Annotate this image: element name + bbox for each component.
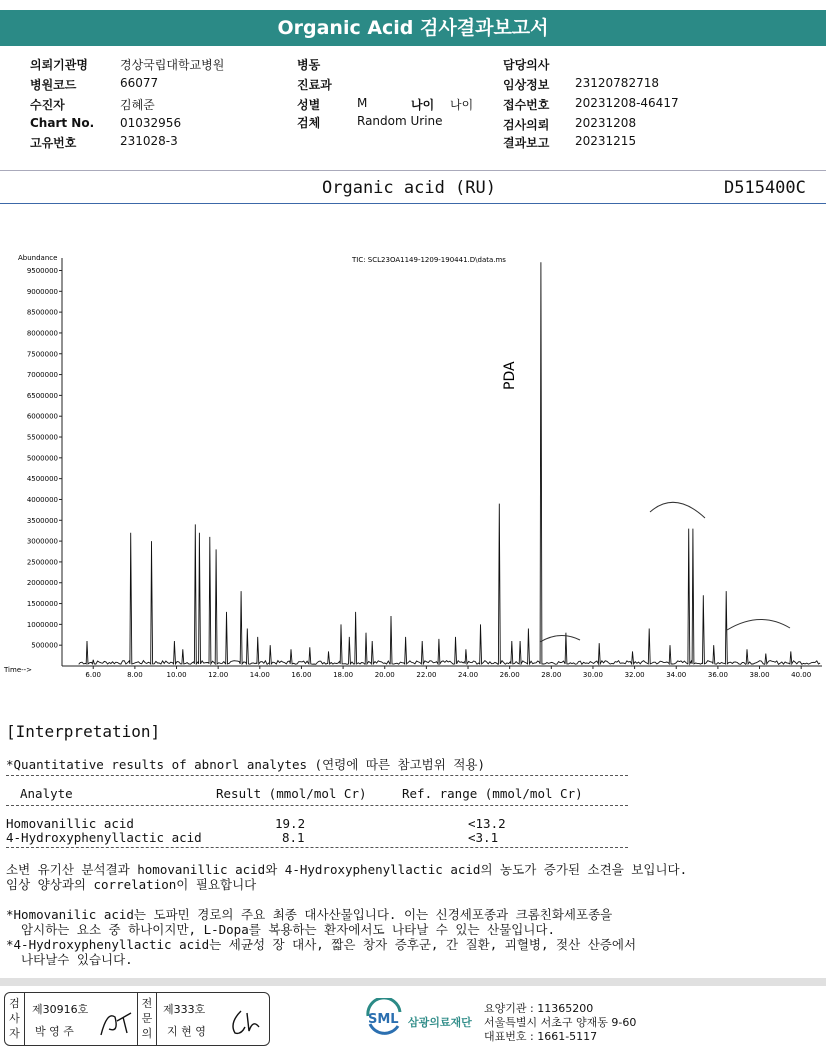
inspector-signature (97, 1007, 137, 1039)
y-tick-label: 3000000 (26, 537, 58, 546)
chromatogram-trace (79, 262, 820, 664)
col-analyte: Analyte (20, 786, 73, 801)
summary-line: 임상 양상과의 correlation이 필요합니다 (6, 877, 257, 892)
note-line: 나타날수 있습니다. (6, 952, 133, 967)
org-phone: 대표번호 : 1661-5117 (484, 1030, 598, 1043)
label-test-request: 검사의뢰 (503, 118, 550, 132)
org-name: 삼광의료재단 (408, 1016, 472, 1029)
x-tick-label: 34.00 (666, 671, 687, 679)
row-ref: <3.1 (468, 830, 499, 845)
label-specimen: 검체 (297, 116, 321, 130)
label-ward: 병동 (297, 58, 321, 72)
y-tick-label: 4000000 (26, 495, 58, 504)
inspector-label: 검사자 (5, 993, 25, 1045)
test-code: D515400C (724, 178, 806, 198)
label-clinical-info: 임상정보 (503, 78, 550, 92)
label-department: 진료과 (297, 78, 332, 92)
x-tick-label: 8.00 (127, 671, 143, 679)
quant-header: *Quantitative results of abnorl analytes (연령에 따른 참고범위 적용) (6, 757, 486, 772)
x-tick-label: 40.00 (791, 671, 812, 679)
x-tick-label: 22.00 (416, 671, 437, 679)
label-doctor: 담당의사 (503, 58, 550, 72)
x-tick-label: 26.00 (499, 671, 520, 679)
summary-line: 소변 유기산 분석결과 homovanillic acid와 4-Hydroxyphenyllactic acid의 농도가 증가된 소견을 보입니다. (6, 862, 688, 877)
label-unique-no: 고유번호 (30, 136, 77, 150)
chart-xlabel: Time--> (4, 666, 33, 674)
value-chart-no: 01032956 (120, 116, 182, 130)
label-hospital-code: 병원코드 (30, 78, 77, 92)
patient-info (0, 52, 826, 164)
inspector-name: 박 영 주 (35, 1025, 74, 1038)
table-rule (6, 805, 628, 806)
y-tick-label: 5000000 (26, 454, 58, 463)
label-result-report: 결과보고 (503, 136, 550, 150)
signature-box (4, 992, 270, 1046)
label-receipt-no: 접수번호 (503, 98, 550, 112)
inspector-license: 제30916호 (32, 1003, 89, 1016)
value-clinical-info: 23120782718 (575, 76, 659, 90)
divider-test (0, 203, 826, 204)
y-tick-label: 7500000 (26, 350, 58, 359)
value-age: 나이 (450, 98, 474, 112)
x-tick-label: 28.00 (541, 671, 562, 679)
org-address: 서울특별시 서초구 양재동 9-60 (484, 1016, 637, 1029)
y-tick-label: 6500000 (26, 391, 58, 400)
x-tick-label: 14.00 (249, 671, 270, 679)
x-tick-label: 32.00 (624, 671, 645, 679)
divider-top (0, 170, 826, 171)
note-line: *Homovanilic acid는 도파민 경로의 주요 최종 대사산물입니다. 이는 신경세포종과 크롬친화세포종을 (6, 907, 613, 922)
label-patient-name: 수진자 (30, 98, 65, 112)
handwritten-brace (650, 502, 705, 518)
y-tick-label: 2000000 (26, 579, 58, 588)
x-tick-label: 6.00 (85, 671, 102, 679)
label-chart-no: Chart No. (30, 116, 95, 130)
label-age: 나이 (411, 98, 435, 112)
note-line: *4-Hydroxyphenyllactic acid는 세균성 장 대사, 짧은 창자 증후군, 간 질환, 괴혈병, 젖산 산증에서 (6, 937, 637, 952)
y-tick-label: 7000000 (26, 371, 58, 380)
org-code: 요양기관 : 11365200 (484, 1002, 594, 1015)
table-rule (6, 847, 628, 848)
value-patient-name: 김혜준 (120, 98, 155, 112)
row-analyte: 4-Hydroxyphenyllactic acid (6, 830, 202, 845)
value-hospital-code: 66077 (120, 76, 159, 90)
y-tick-label: 6000000 (26, 412, 58, 421)
row-ref: <13.2 (468, 816, 506, 831)
test-name: Organic acid (RU) (322, 178, 496, 198)
x-tick-label: 38.00 (749, 671, 770, 679)
y-tick-label: 4500000 (26, 475, 58, 484)
y-tick-label: 5500000 (26, 433, 58, 442)
chart-ylabel: Abundance (18, 254, 58, 262)
col-result: Result (mmol/mol Cr) (216, 786, 367, 801)
org-logo: SML (368, 1012, 399, 1027)
row-analyte: Homovanillic acid (6, 816, 134, 831)
x-tick-label: 30.00 (582, 671, 603, 679)
table-rule (6, 775, 628, 776)
specialist-name: 지 현 영 (167, 1025, 206, 1038)
y-tick-label: 1000000 (26, 620, 58, 629)
col-ref: Ref. range (mmol/mol Cr) (402, 786, 583, 801)
row-result: 8.1 (282, 830, 305, 845)
value-specimen: Random Urine (357, 114, 443, 128)
y-tick-label: 3500000 (26, 516, 58, 525)
x-tick-label: 12.00 (208, 671, 229, 679)
value-receipt-no: 20231208-46417 (575, 96, 679, 110)
y-tick-label: 500000 (31, 641, 58, 650)
x-tick-label: 24.00 (458, 671, 479, 679)
report-title: Organic Acid 검사결과보고서 (0, 10, 826, 46)
chart-title: TIC: SCL23OA1149-1209-190441.D\data.ms (352, 256, 506, 264)
y-tick-label: 2500000 (26, 558, 58, 567)
x-tick-label: 10.00 (166, 671, 187, 679)
y-tick-label: 9500000 (26, 266, 58, 275)
value-unique-no: 231028-3 (120, 134, 178, 148)
value-test-request: 20231208 (575, 116, 637, 130)
y-tick-label: 1500000 (26, 600, 58, 609)
row-result: 19.2 (275, 816, 306, 831)
y-tick-label: 8000000 (26, 329, 58, 338)
label-requesting-institution: 의뢰기관명 (30, 58, 88, 72)
x-tick-label: 18.00 (333, 671, 354, 679)
specialist-signature (227, 1005, 263, 1039)
x-tick-label: 36.00 (707, 671, 728, 679)
y-tick-label: 9000000 (26, 287, 58, 296)
value-requesting-institution: 경상국립대학교병원 (120, 58, 225, 72)
value-result-report: 20231215 (575, 134, 637, 148)
chromatogram-chart (0, 250, 826, 690)
handwritten-annotation: PDA (502, 361, 518, 390)
specialist-license: 제333호 (163, 1003, 206, 1016)
footer-band (0, 978, 826, 986)
x-tick-label: 20.00 (374, 671, 395, 679)
value-sex: M (357, 96, 368, 110)
specialist-label: 전문의 (137, 993, 157, 1045)
handwritten-brace (727, 619, 790, 630)
note-line: 암시하는 요소 중 하나이지만, L-Dopa를 복용하는 환자에서도 나타날 수 있는 산물입니다. (6, 922, 555, 937)
y-tick-label: 8500000 (26, 308, 58, 317)
interpretation-title: [Interpretation] (6, 722, 161, 741)
x-tick-label: 16.00 (291, 671, 312, 679)
handwritten-brace (540, 635, 580, 642)
label-sex: 성별 (297, 98, 321, 112)
